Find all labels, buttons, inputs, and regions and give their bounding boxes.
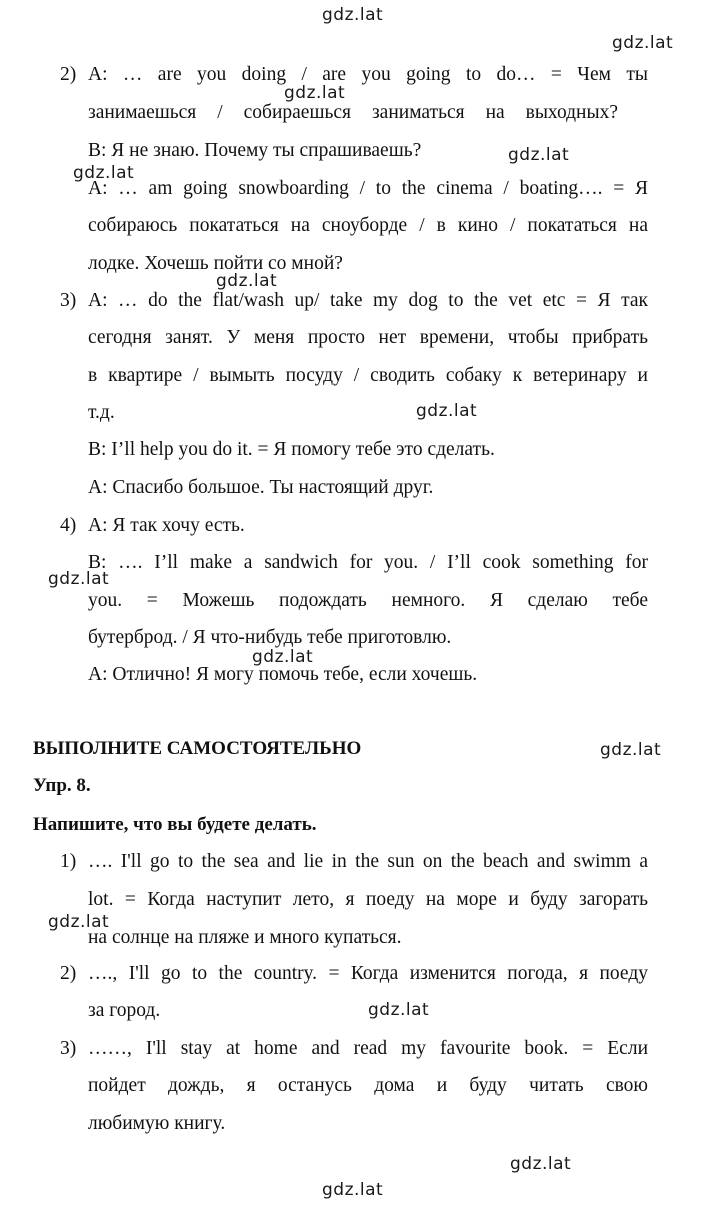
answer-line: на солнце на пляже и много купаться. <box>88 927 402 948</box>
dialogue-line: занимаешься / собираешься заниматься на выходных? <box>88 102 618 123</box>
item-number: 2) <box>60 64 77 85</box>
answer-line: любимую книгу. <box>88 1113 226 1134</box>
dialogue-line: B: Я не знаю. Почему ты спрашиваешь? <box>88 140 422 161</box>
exercise-task: Напишите, что вы будете делать. <box>33 814 317 835</box>
item-number: 3) <box>60 1038 77 1059</box>
dialogue-line: бутерброд. / Я что-нибудь тебе приготовлю. <box>88 627 452 648</box>
dialogue-line: A: Спасибо большое. Ты настоящий друг. <box>88 477 434 498</box>
dialogue-line: B: …. I’ll make a sandwich for you. / I’ll cook something for <box>88 552 648 573</box>
item-number: 2) <box>60 963 77 984</box>
answer-line: lot. = Когда наступит лето, я поеду на море и буду загорать <box>88 889 648 910</box>
watermark: gdz.lat <box>252 647 314 667</box>
watermark: gdz.lat <box>48 912 110 932</box>
dialogue-line: A: … do the flat/wash up/ take my dog to the vet etc = Я так <box>88 290 648 311</box>
watermark: gdz.lat <box>284 83 346 103</box>
dialogue-line: сегодня занят. У меня просто нет времени, чтобы прибрать <box>88 327 648 348</box>
item-number: 1) <box>60 851 77 872</box>
section-heading: ВЫПОЛНИТЕ САМОСТОЯТЕЛЬНО <box>33 738 362 759</box>
dialogue-line: лодке. Хочешь пойти со мной? <box>88 253 343 274</box>
watermark: gdz.lat <box>416 401 478 421</box>
item-number: 4) <box>60 515 77 536</box>
watermark: gdz.lat <box>322 5 384 25</box>
answer-line: за город. <box>88 1000 161 1021</box>
dialogue-line: т.д. <box>88 402 115 423</box>
watermark: gdz.lat <box>600 740 662 760</box>
dialogue-line: A: … are you doing / are you going to do… = Чем ты <box>88 64 648 85</box>
watermark: gdz.lat <box>322 1180 384 1200</box>
dialogue-line: A: … am going snowboarding / to the cinema / boating…. = Я <box>88 178 648 199</box>
dialogue-line: A: Я так хочу есть. <box>88 515 245 536</box>
watermark: gdz.lat <box>508 145 570 165</box>
answer-line: …. I'll go to the sea and lie in the sun on the beach and swimm a <box>88 851 648 872</box>
dialogue-line: в квартире / вымыть посуду / сводить собаку к ветеринару и <box>88 365 648 386</box>
item-number: 3) <box>60 290 77 311</box>
exercise-label: Упр. 8. <box>33 775 91 796</box>
dialogue-line: A: Отлично! Я могу помочь тебе, если хочешь. <box>88 664 478 685</box>
watermark: gdz.lat <box>368 1000 430 1020</box>
answer-line: пойдет дождь, я останусь дома и буду читать свою <box>88 1075 648 1096</box>
watermark: gdz.lat <box>216 271 278 291</box>
watermark: gdz.lat <box>510 1154 572 1174</box>
answer-line: ……, I'll stay at home and read my favourite book. = Если <box>88 1038 648 1059</box>
watermark: gdz.lat <box>612 33 674 53</box>
watermark: gdz.lat <box>73 163 135 183</box>
answer-line: …., I'll go to the country. = Когда изменится погода, я поеду <box>88 963 648 984</box>
watermark: gdz.lat <box>48 569 110 589</box>
dialogue-line: you. = Можешь подождать немного. Я сделаю тебе <box>88 590 648 611</box>
dialogue-line: B: I’ll help you do it. = Я помогу тебе это сделать. <box>88 439 495 460</box>
dialogue-line: собираюсь покататься на сноуборде / в кино / покататься на <box>88 215 648 236</box>
